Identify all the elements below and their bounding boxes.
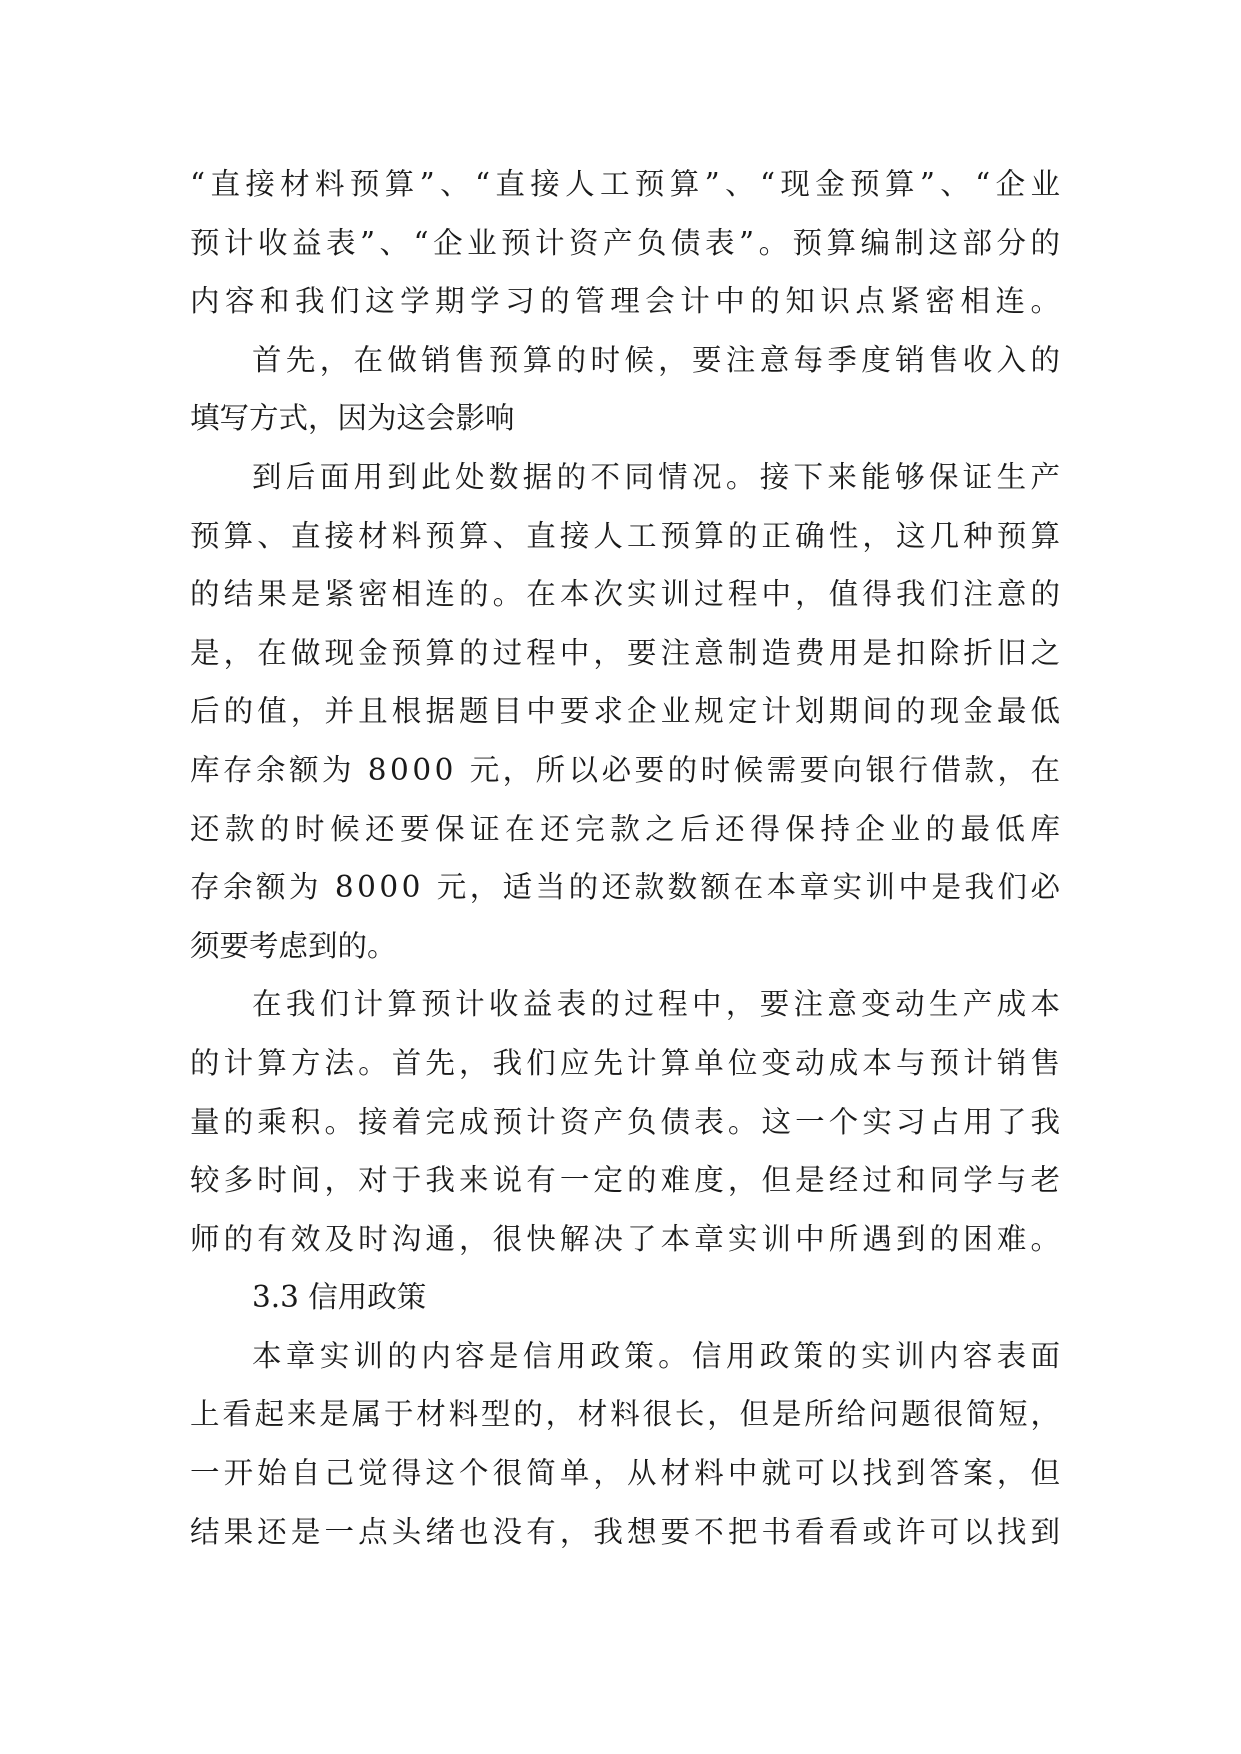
text-line-content: 填写方式，因为这会影响 bbox=[190, 401, 515, 436]
text-line bbox=[190, 1510, 1065, 1569]
text-line-content: 3.3 信用政策 bbox=[252, 1280, 427, 1315]
text-line bbox=[190, 1451, 1065, 1510]
text-line bbox=[190, 1041, 1065, 1100]
text-line-content: 预计收益表”、“企业预计资产负债表”。预算编制这部分的 bbox=[190, 225, 1065, 260]
document-body bbox=[190, 162, 1066, 1568]
text-line bbox=[190, 631, 1065, 690]
text-line bbox=[190, 748, 1064, 807]
text-line bbox=[190, 924, 1060, 983]
text-line-content: 预算、直接材料预算、直接人工预算的正确性，这几种预算 bbox=[190, 518, 1065, 553]
text-line-content: 还款的时候还要保证在还完款之后还得保持企业的最低库 bbox=[190, 811, 1066, 846]
text-line bbox=[190, 1392, 1063, 1451]
text-line-content: 在我们计算预计收益表的过程中，要注意变动生产成本 bbox=[252, 987, 1065, 1022]
text-line bbox=[190, 338, 1065, 397]
text-line bbox=[190, 865, 1064, 924]
text-line-content: 须要考虑到的。 bbox=[190, 928, 397, 963]
text-line-content: 的计算方法。首先，我们应先计算单位变动成本与预计销售 bbox=[190, 1045, 1065, 1080]
text-line-content: 本章实训的内容是信用政策。信用政策的实训内容表面 bbox=[252, 1338, 1065, 1373]
text-line-content: 较多时间，对于我来说有一定的难度，但是经过和同学与老 bbox=[190, 1163, 1065, 1198]
text-line-content: 结果还是一点头绪也没有，我想要不把书看看或许可以找到 bbox=[190, 1514, 1065, 1549]
text-line bbox=[190, 455, 1065, 514]
text-line-content: 存余额为 8000 元，适当的还款数额在本章实训中是我们必 bbox=[190, 870, 1064, 905]
text-line bbox=[190, 1217, 1065, 1276]
text-line-content: 一开始自己觉得这个很简单，从材料中就可以找到答案，但 bbox=[190, 1456, 1065, 1491]
text-line-content: 的结果是紧密相连的。在本次实训过程中，值得我们注意的 bbox=[190, 577, 1065, 612]
text-line bbox=[190, 1275, 1060, 1334]
text-line bbox=[190, 514, 1065, 573]
text-line bbox=[190, 279, 1066, 338]
text-line bbox=[190, 807, 1066, 866]
text-line bbox=[190, 689, 1065, 748]
text-line bbox=[190, 162, 1066, 221]
text-line-content: 师的有效及时沟通，很快解决了本章实训中所遇到的困难。 bbox=[190, 1221, 1065, 1256]
text-line-content: 首先，在做销售预算的时候，要注意每季度销售收入的 bbox=[252, 342, 1065, 377]
text-line-content: 上看起来是属于材料型的，材料很长，但是所给问题很简短， bbox=[190, 1397, 1063, 1432]
text-line bbox=[190, 1334, 1065, 1393]
text-line bbox=[190, 982, 1065, 1041]
text-line-content: “直接材料预算”、“直接人工预算”、“现金预算”、“企业 bbox=[190, 167, 1066, 201]
text-line-content: 内容和我们这学期学习的管理会计中的知识点紧密相连。 bbox=[190, 284, 1066, 319]
text-line bbox=[190, 1158, 1065, 1217]
text-line-content: 是，在做现金预算的过程中，要注意制造费用是扣除折旧之 bbox=[190, 635, 1065, 670]
text-line bbox=[190, 572, 1065, 631]
text-line-content: 库存余额为 8000 元，所以必要的时候需要向银行借款，在 bbox=[190, 752, 1064, 787]
text-line-content: 后的值，并且根据题目中要求企业规定计划期间的现金最低 bbox=[190, 694, 1065, 729]
text-line bbox=[190, 396, 1060, 455]
text-line bbox=[190, 1100, 1065, 1159]
text-line bbox=[190, 221, 1065, 280]
text-line-content: 量的乘积。接着完成预计资产负债表。这一个实习占用了我 bbox=[190, 1104, 1065, 1139]
text-line-content: 到后面用到此处数据的不同情况。接下来能够保证生产 bbox=[252, 459, 1065, 494]
